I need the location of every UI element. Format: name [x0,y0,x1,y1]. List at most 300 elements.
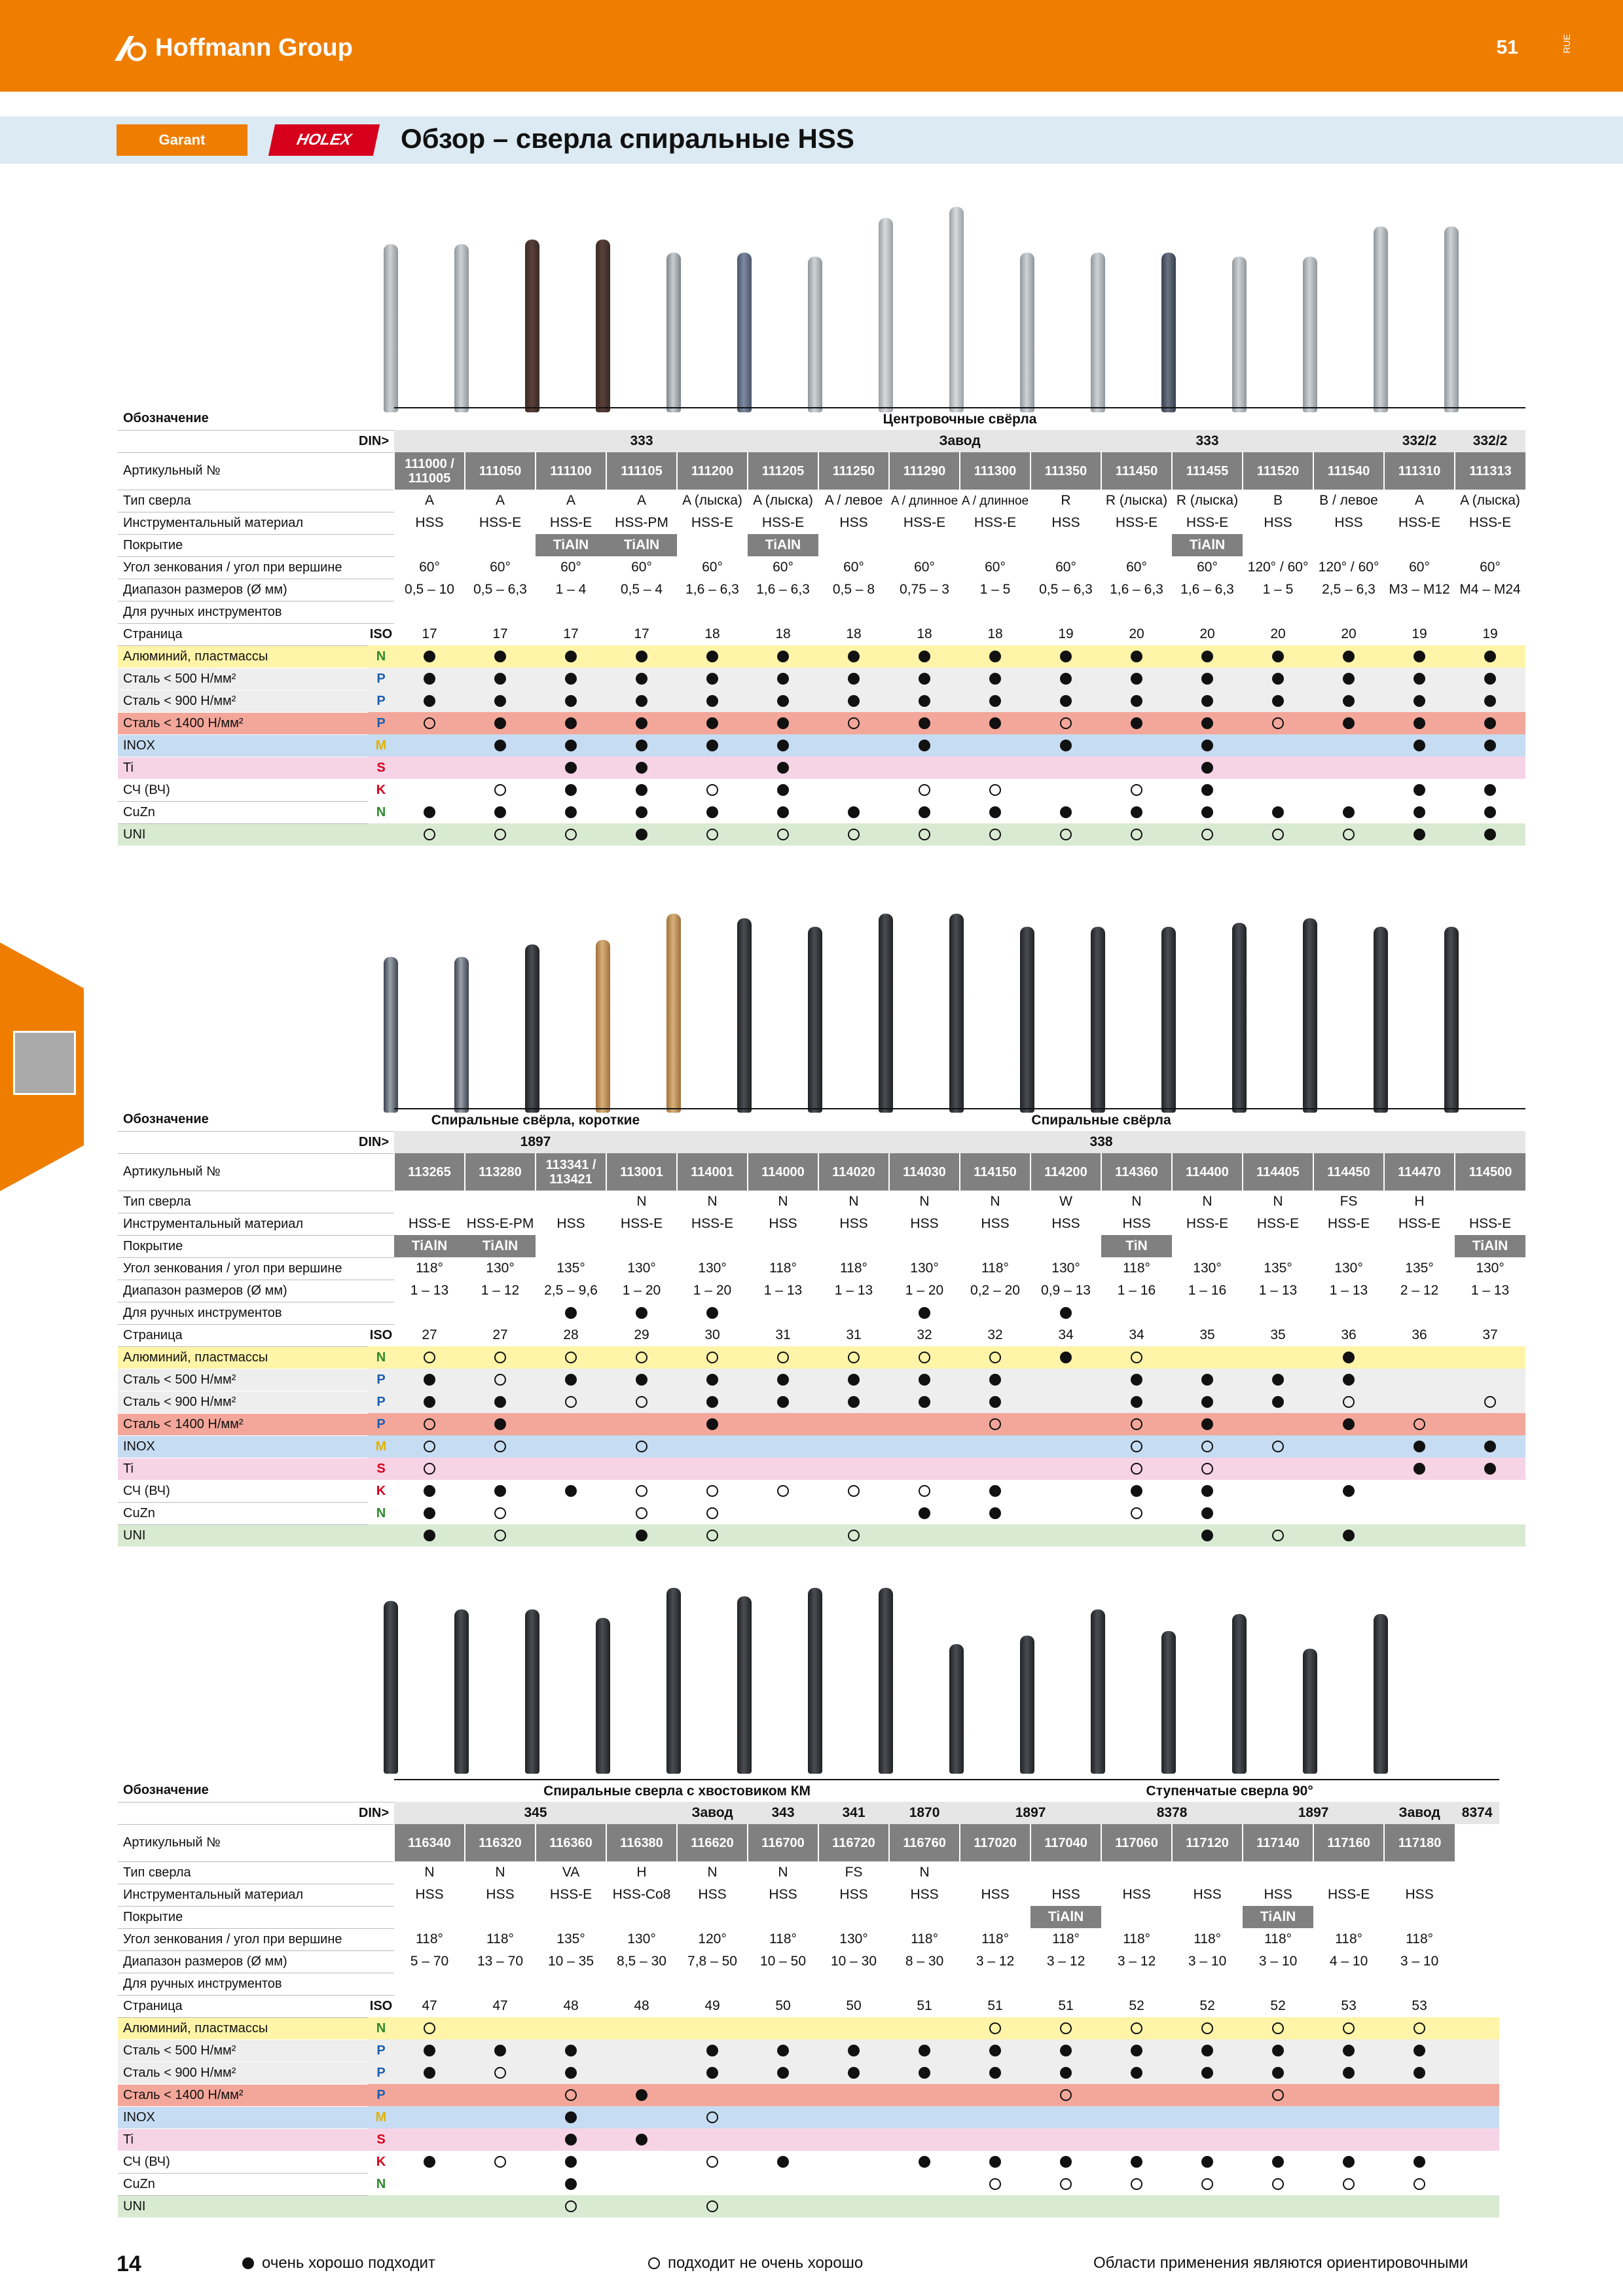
suitability-cell [536,2106,606,2128]
article-number[interactable]: 113280 [465,1153,536,1191]
article-number[interactable]: 114450 [1313,1153,1384,1191]
filled-dot-icon [1413,717,1425,729]
hand-tools-cell [1101,601,1172,623]
suitability-cell [960,1413,1030,1435]
drill-type-cell: A / длинное [890,493,958,508]
filled-dot-icon [565,1374,577,1386]
suitability-cell [536,1391,606,1413]
ring-icon [1201,829,1213,840]
suitability-cell [889,2128,960,2151]
angle-cell: 135° [556,1931,585,1946]
article-number[interactable]: 111250 [818,452,889,490]
filled-dot-icon [1343,673,1355,685]
drill-image [949,207,964,412]
article-number[interactable]: 116760 [889,1824,960,1861]
suitability-cell [1313,1480,1384,1502]
article-number[interactable]: 111300 [960,452,1030,490]
article-number[interactable]: 111450 [1101,452,1172,490]
ring-icon [919,1352,930,1363]
suitability-cell [748,2062,818,2084]
article-number[interactable]: 111520 [1243,452,1313,490]
tool-material-cell: HSS [1405,1887,1434,1902]
filled-dot-icon [1201,1418,1213,1430]
tool-material-cell: HSS-PM [615,515,668,530]
suitability-cell [889,823,960,846]
size-range-cell: M3 – M12 [1389,582,1450,597]
suitability-cell [536,2017,606,2039]
filled-dot-icon [1343,695,1355,707]
article-number[interactable]: 111100 [536,452,606,490]
ring-icon [989,829,1001,840]
tool-material-cell: HSS [486,1887,515,1902]
suitability-cell [1313,779,1384,801]
angle-cell: 60° [1480,560,1501,575]
article-number[interactable]: 114150 [960,1153,1030,1191]
ring-icon [848,1352,860,1363]
filled-dot-icon [777,740,789,751]
hand-tools-cell [1384,601,1455,623]
ring-icon [494,1507,506,1519]
suitability-cell [677,1413,748,1435]
ring-icon [706,1485,718,1497]
din-cell: 333 [1030,430,1384,452]
article-number[interactable]: 116360 [536,1824,606,1861]
drill-image [1444,927,1459,1113]
article-number[interactable]: 114000 [748,1153,818,1191]
page-ref-cell: 36 [1412,1327,1427,1342]
suitability-cell [606,2084,677,2106]
hand-tools-cell [1313,601,1384,623]
filled-dot-icon [1201,1485,1213,1497]
article-number[interactable]: 111050 [465,452,536,490]
tool-material-cell: HSS [1122,1887,1151,1902]
article-number[interactable]: 111350 [1030,452,1101,490]
suitability-cell [536,1435,606,1458]
suitability-cell [1243,734,1313,757]
filled-dot-icon [636,740,647,751]
filled-dot-icon [919,1374,930,1386]
drill-type-cell: N [778,1865,788,1880]
drill-image [384,244,398,412]
filled-dot-icon [1343,1418,1355,1430]
article-number[interactable]: 116340 [394,1824,465,1861]
filled-dot-icon [424,2156,435,2168]
filled-dot-icon [777,806,789,818]
ring-icon [565,2089,577,2101]
size-range-cell: 1 – 4 [555,582,587,597]
tool-material-cell: HSS [415,1887,444,1902]
article-number[interactable]: 111290 [889,452,960,490]
designation-label: Обозначение [118,408,394,430]
hoffmann-logo[interactable] [115,34,353,62]
angle-cell: 118° [840,1261,867,1276]
filled-dot-icon [494,806,506,818]
ring-icon [1413,2178,1425,2190]
filled-dot-icon [1201,806,1213,818]
suitability-cell [1384,1502,1455,1524]
suitability-cell [394,690,465,712]
article-number[interactable]: 116380 [606,1824,677,1861]
suitability-cell [1455,1369,1525,1391]
tool-material-cell: HSS-E [974,515,1017,530]
tool-material-cell: HSS-E [620,1216,663,1231]
suitability-cell [1243,2017,1313,2039]
drill-image [1374,226,1388,412]
suitability-cell [536,1458,606,1480]
size-range-label: Диапазон размеров (Ø мм) [118,579,394,601]
size-range-cell: 10 – 30 [830,1954,877,1969]
filled-dot-icon [1201,1374,1213,1386]
filled-dot-icon [1131,1396,1142,1408]
ring-icon [1060,717,1072,729]
ring-icon [706,1507,718,1519]
suitability-cell [1101,2039,1172,2062]
angle-cell: 60° [985,560,1006,575]
filled-dot-icon [636,651,647,662]
suitability-cell [889,1346,960,1369]
filled-dot-icon [989,2045,1001,2056]
suitability-cell [1243,1524,1313,1547]
suitability-cell [1455,1480,1525,1502]
filled-dot-icon [494,673,506,685]
filled-dot-icon [565,673,577,685]
suitability-cell [960,2017,1030,2039]
suitability-cell [1384,2128,1455,2151]
hand-tools-cell [1455,601,1525,623]
suitability-cell [1101,1413,1172,1435]
size-range-cell: 2,5 – 6,3 [1322,582,1376,597]
coating-label: Покрытие [118,1235,394,1257]
material-row-label: Сталь < 900 Н/мм² [118,1391,368,1413]
suitability-cell [960,1524,1030,1547]
angle-cell: 130° [698,1261,727,1276]
suitability-cell [748,1346,818,1369]
suitability-cell [677,1502,748,1524]
size-range-cell: 2,5 – 9,6 [544,1283,598,1298]
filled-dot-icon [989,806,1001,818]
suitability-cell [1313,801,1384,823]
drill-image [1303,257,1317,412]
ring-icon [777,829,789,840]
article-number[interactable]: 114405 [1243,1153,1313,1191]
suitability-cell [1243,801,1313,823]
suitability-cell [1172,1458,1243,1480]
size-range-cell: 0,5 – 10 [405,582,454,597]
article-number[interactable]: 117020 [960,1824,1030,1861]
suitability-cell [1384,2195,1455,2217]
filled-dot-icon [242,2257,254,2269]
tool-material-cell: HSS [1051,1887,1080,1902]
article-number[interactable]: 111000 / 111005 [394,452,465,490]
suitability-cell [1101,1458,1172,1480]
suitability-cell [606,2195,677,2217]
overview-table-twist-drills [118,1108,1512,1547]
suitability-cell [1313,1435,1384,1458]
size-range-cell: 8 – 30 [905,1954,944,1969]
filled-dot-icon [565,2045,577,2056]
suitability-cell [818,668,889,690]
filled-dot-icon [989,1485,1001,1497]
suitability-cell [818,645,889,668]
suitability-cell [536,1369,606,1391]
article-number[interactable]: 114360 [1101,1153,1172,1191]
suitability-cell [1455,734,1525,757]
din-cell: 1897 [1243,1802,1384,1824]
page-ref-cell: 19 [1412,626,1427,641]
suitability-cell [677,2173,748,2195]
suitability-cell [889,2062,960,2084]
suitability-cell [394,757,465,779]
suitability-cell [465,2106,536,2128]
suitability-cell [1030,2084,1101,2106]
ring-icon [494,784,506,796]
suitability-cell [889,1435,960,1458]
drill-type-cell: W [1059,1194,1072,1209]
iso-code [368,1524,394,1547]
article-number[interactable]: 111540 [1313,452,1384,490]
material-row-label: Ti [118,2128,368,2151]
article-number[interactable]: 113341 / 113421 [536,1153,606,1191]
suitability-cell [536,1502,606,1524]
coating-cell [889,534,960,556]
hand-tools-cell [606,601,677,623]
angle-cell: 118° [416,1931,443,1946]
filled-dot-icon [424,1374,435,1386]
drill-images-row-1 [367,196,1506,412]
suitability-cell [465,1346,536,1369]
coating-cell [960,1906,1030,1928]
coating-cell [536,1906,606,1928]
filled-dot-icon [1343,2045,1355,2056]
size-range-cell: 3 – 12 [1117,1954,1156,1969]
article-number[interactable]: 116620 [677,1824,748,1861]
material-row-label: CuZn [118,2173,368,2195]
article-number[interactable]: 114470 [1384,1153,1455,1191]
article-number[interactable]: 117040 [1030,1824,1101,1861]
suitability-cell [1030,1369,1101,1391]
drill-image [1091,253,1105,412]
size-range-label: Диапазон размеров (Ø мм) [118,1280,394,1302]
coating-cell: TiAlN [748,534,818,556]
article-number[interactable]: 117060 [1101,1824,1172,1861]
filled-dot-icon [848,2045,860,2056]
filled-dot-icon [919,1507,930,1519]
article-number[interactable]: 114400 [1172,1153,1243,1191]
drill-image [384,957,398,1113]
tool-material-cell: HSS [839,515,868,530]
page-ref-cell: 50 [775,1998,791,2013]
article-number[interactable]: 114200 [1030,1153,1101,1191]
suitability-cell [748,1369,818,1391]
angle-cell: 60° [914,560,935,575]
article-number[interactable]: 114001 [677,1153,748,1191]
drill-type-cell: A [495,493,505,508]
filled-dot-icon [706,1307,718,1319]
suitability-cell [818,2106,889,2128]
filled-dot-icon [848,673,860,685]
hand-tools-cell [1313,1302,1384,1324]
suitability-cell [606,2017,677,2039]
article-number[interactable]: 116700 [748,1824,818,1861]
article-number[interactable]: 117160 [1313,1824,1384,1861]
suitability-cell [394,823,465,846]
din-cell: Завод [889,430,1030,452]
ring-icon [777,1352,789,1363]
din-cell: Завод [1384,1802,1455,1824]
size-range-cell: 1 – 13 [410,1283,449,1298]
article-number[interactable]: 114500 [1455,1153,1525,1191]
size-range-cell: 0,5 – 6,3 [1039,582,1093,597]
iso-code: N [376,2176,386,2191]
article-number[interactable]: 111205 [748,452,818,490]
article-number[interactable]: 111310 [1384,452,1455,490]
filled-dot-icon [1484,651,1496,662]
iso-code: P [368,690,394,712]
filled-dot-icon [1060,1352,1072,1363]
coating-cell [1101,1906,1172,1928]
article-number[interactable]: 111313 [1455,452,1525,490]
suitability-cell [677,823,748,846]
drill-image [737,918,752,1113]
suitability-cell [1455,1524,1525,1547]
suitability-cell [818,2195,889,2217]
filled-dot-icon [636,1307,647,1319]
suitability-cell [1101,1391,1172,1413]
page-ref-cell: 17 [492,626,508,641]
coating-cell [465,534,536,556]
suitability-cell [1030,2195,1101,2217]
ring-icon [989,1352,1001,1363]
suitability-cell [677,1524,748,1547]
size-range-cell: 1 – 20 [693,1283,732,1298]
suitability-cell [1384,1346,1455,1369]
filled-dot-icon [706,740,718,751]
tool-material-cell: HSS [839,1887,868,1902]
suitability-cell [606,2151,677,2173]
suitability-cell [465,2039,536,2062]
page-ref-cell: 17 [422,626,437,641]
drill-type-cell [960,1861,1030,1884]
page-title: Обзор – сверла спиральные HSS [401,123,854,154]
iso-header: ISO [369,1327,393,1342]
suitability-cell [1313,1458,1384,1480]
suitability-cell [1313,2039,1384,2062]
article-number[interactable]: 116320 [465,1824,536,1861]
suitability-cell [1243,2062,1313,2084]
drill-type-cell: N [707,1865,718,1880]
suitability-cell [1101,1480,1172,1502]
filled-dot-icon [1343,1352,1355,1363]
coating-cell [818,534,889,556]
article-number[interactable]: 116720 [818,1824,889,1861]
iso-code: M [368,1435,394,1458]
filled-dot-icon [1201,784,1213,796]
iso-code: N [368,2017,394,2039]
article-number[interactable]: 117180 [1384,1824,1455,1861]
suitability-cell [1313,2084,1384,2106]
ring-icon [494,1374,506,1386]
suitability-cell [748,1480,818,1502]
suitability-cell [1172,668,1243,690]
ring-icon [494,2067,506,2079]
article-number[interactable]: 114020 [818,1153,889,1191]
drill-image [949,914,964,1113]
article-number[interactable]: 113001 [606,1153,677,1191]
filled-dot-icon [706,673,718,685]
ring-icon [494,1352,506,1363]
size-range-cell: 1 – 12 [481,1283,520,1298]
suitability-cell [536,690,606,712]
suitability-cell [394,1369,465,1391]
ring-icon [1131,2178,1142,2190]
hand-tools-cell [960,601,1030,623]
tool-material-cell: HSS [839,1216,868,1231]
suitability-cell [1313,823,1384,846]
filled-dot-icon [989,1396,1001,1408]
suitability-cell [960,712,1030,734]
tool-material-label: Инструментальный материал [118,1884,394,1906]
suitability-cell [1243,823,1313,846]
article-number[interactable]: 114030 [889,1153,960,1191]
suitability-cell [1313,1346,1384,1369]
filled-dot-icon [1201,762,1213,774]
suitability-cell [1384,1435,1455,1458]
drill-type-cell: N [1202,1194,1213,1209]
filled-dot-icon [1343,651,1355,662]
suitability-cell [1455,1435,1525,1458]
suitability-cell [677,1369,748,1391]
page-ref-cell: 35 [1199,1327,1215,1342]
suitability-cell [1243,2195,1313,2217]
hand-tools-label: Для ручных инструментов [118,601,394,623]
tool-material-cell: HSS [1264,1887,1292,1902]
article-number[interactable]: 111200 [677,452,748,490]
filled-dot-icon [777,2067,789,2079]
suitability-cell [1243,1458,1313,1480]
filled-dot-icon [919,2156,930,2168]
suitability-cell [960,2128,1030,2151]
suitability-cell [1455,690,1525,712]
article-number[interactable]: 113265 [394,1153,465,1191]
filled-dot-icon [636,2089,647,2101]
drill-image [1374,1614,1388,1774]
size-range-cell: 1 – 16 [1117,1283,1156,1298]
suitability-cell [1455,1346,1525,1369]
article-number[interactable]: 117120 [1172,1824,1243,1861]
filled-dot-icon [424,1396,435,1408]
suitability-cell [465,645,536,668]
suitability-cell [818,757,889,779]
suitability-cell [677,668,748,690]
article-number[interactable]: 117140 [1243,1824,1313,1861]
suitability-cell [606,801,677,823]
angle-cell: 118° [1264,1931,1292,1946]
drill-images-row-2 [367,897,1506,1113]
page-ref-cell: 31 [775,1327,791,1342]
filled-dot-icon [1131,673,1142,685]
filled-dot-icon [706,1374,718,1386]
suitability-cell [606,1524,677,1547]
coating-cell: TiAlN [394,1235,465,1257]
suitability-cell [748,2128,818,2151]
article-number[interactable]: 111105 [606,452,677,490]
ring-icon [1060,2089,1072,2101]
ring-icon [989,2022,1001,2034]
tool-material-cell: HSS-E [479,515,522,530]
drill-type-cell: N [636,1194,647,1209]
article-number[interactable]: 111455 [1172,452,1243,490]
suitability-cell [1384,734,1455,757]
